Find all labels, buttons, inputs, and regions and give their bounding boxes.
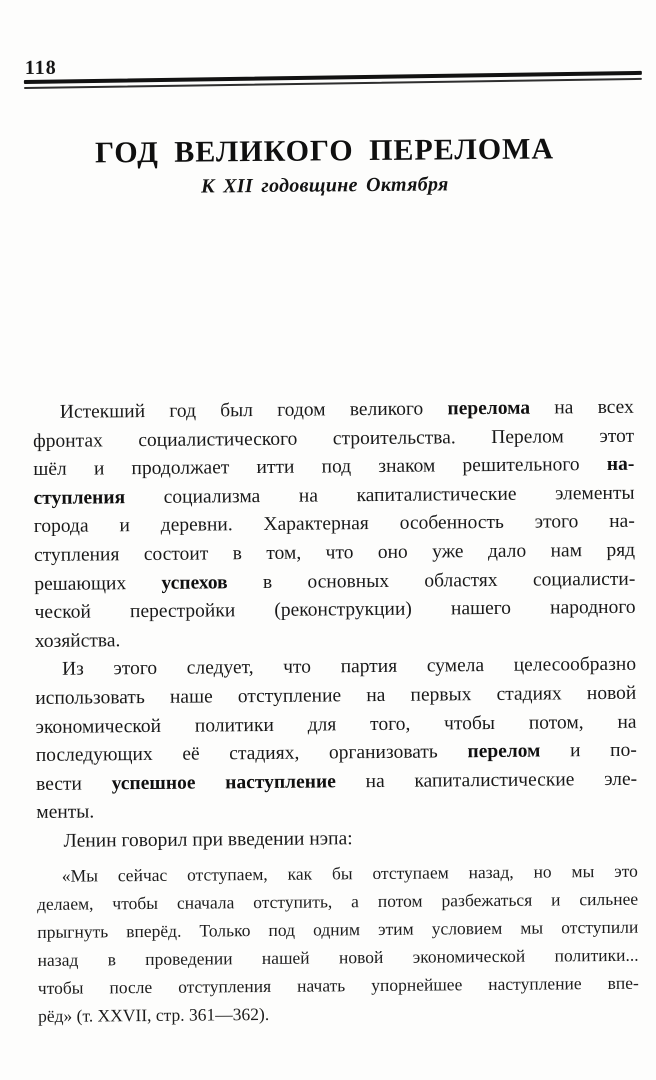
emphasized-text: успехов [161,571,228,594]
paragraph [35,651,637,828]
text-segment: чтобы после отступления начать упорнейшее наступление впе- [37,972,639,998]
text-line [38,996,639,1029]
text-segment: фронтах социалистического строительства. Перелом этот [32,425,635,452]
text-line [36,823,637,857]
text-segment: города и деревни. Характерная особенность этого на- [33,511,635,538]
text-segment: рёд» (т. XXVII, стр. 361—362). [37,1003,270,1026]
text-line [35,680,636,714]
text-segment: менты. [36,801,95,824]
text-segment: решающих [34,572,162,595]
text-segment: Из этого следует, что партия сумела целесообразно [61,654,637,681]
text-segment: «Мы сейчас отступаем, как бы отступаем назад, но мы это [61,860,638,886]
text-segment: прыгнуть вперёд. Только под одним этим условием мы отступили [37,916,639,942]
text-line [36,765,637,799]
text-segment: в основных областях социалисти- [227,568,636,593]
text-segment: на капиталистические эле- [335,768,638,793]
emphasized-text: ступления [33,486,126,509]
header-rule [24,71,642,89]
emphasized-text: успешное наступление [111,771,336,795]
text-line [33,394,634,428]
text-line [34,537,635,571]
text-segment: делаем, чтобы сначала отступить, а потом разбежаться и сильнее [37,888,639,914]
emphasized-text: на- [606,453,635,476]
text-segment: и по- [540,739,637,762]
page-number: 118 [24,56,57,80]
paragraph [33,394,636,657]
paragraph [36,823,637,857]
quote-paragraph [37,856,639,1029]
text-segment: Истекший год был годом великого [59,398,448,423]
text-segment: ческой перестройки (реконструкции) нашего народного [34,596,636,624]
text-segment: использовать наше отступление на первых стадиях новой [35,682,637,709]
text-segment: ступления состоит в том, что оно уже дало нам ряд [33,539,636,566]
text-segment: назад в проведении нашей новой экономической политики... [37,944,639,970]
text-segment: Ленин говорил при введении нэпа: [63,828,353,852]
text-segment: вести [35,773,112,795]
text-line [37,912,638,945]
emphasized-text: перелом [467,740,541,763]
text-segment: социализма на капиталистические элементы [125,482,635,508]
chapter-title: ГОД ВЕЛИКОГО ПЕРЕЛОМА [94,132,555,170]
text-segment: экономической политики для того, чтобы потом, на [35,711,637,738]
text-segment: последующих её стадиях, организовать [35,741,468,767]
body-text [33,394,639,1030]
text-segment: шёл и продолжает итти под знаком решительного [33,454,607,481]
text-line [37,940,638,973]
text-segment: на всех [529,396,634,419]
text-segment: хозяйства. [34,629,121,652]
text-line [34,594,635,628]
text-line [38,968,639,1001]
chapter-subtitle: К XII годовщине Октября [200,173,449,198]
emphasized-text: перелома [447,397,531,420]
text-line [37,856,638,889]
text-line [37,884,638,917]
